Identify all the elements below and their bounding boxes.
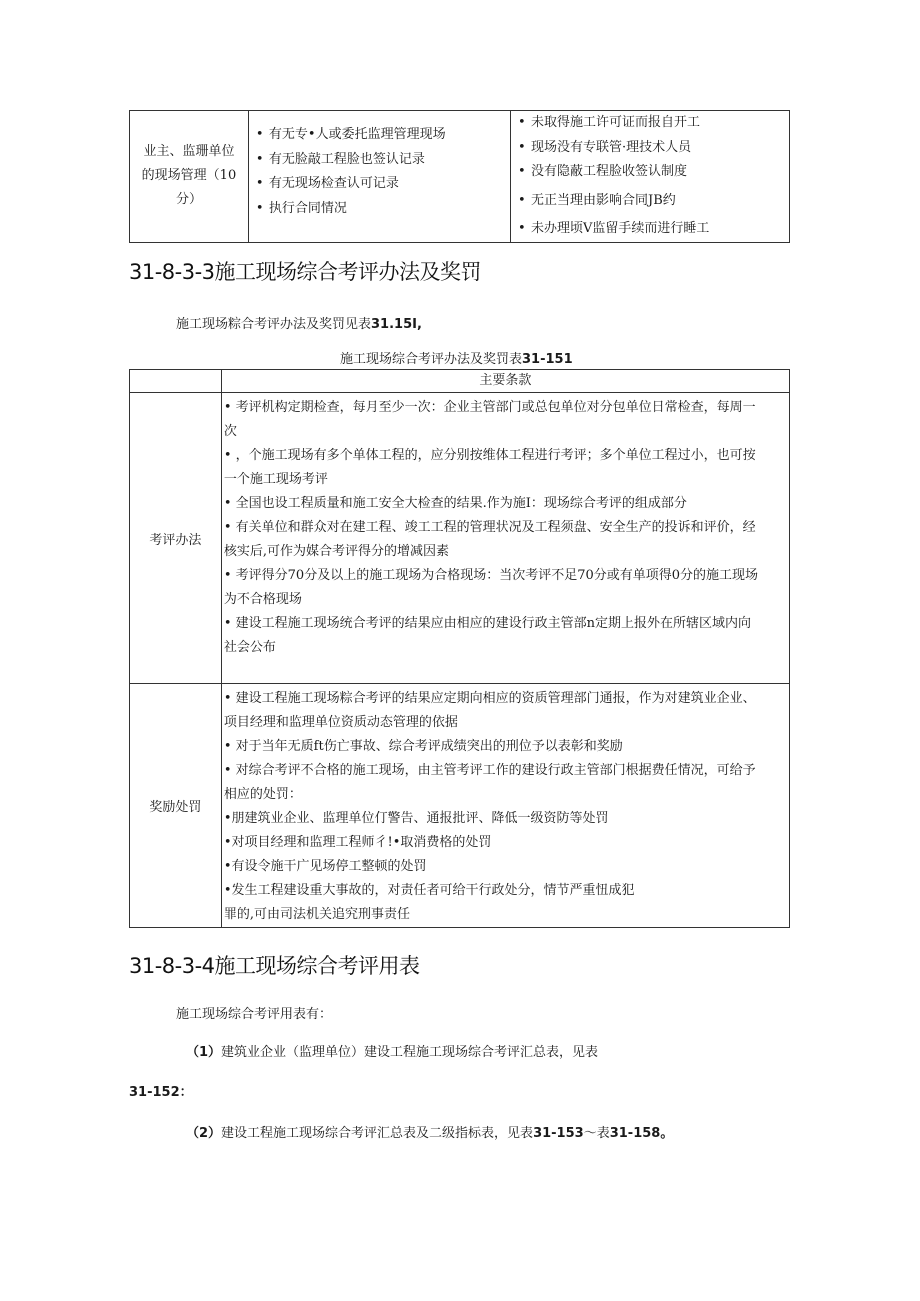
list-item-2 <box>186 1122 673 1141</box>
item-reference: 31-153 <box>533 1126 584 1141</box>
table-reference: 31.15I, <box>371 317 422 332</box>
item-reference: 31-158。 <box>609 1126 674 1141</box>
caption-number: 31-151 <box>522 352 573 367</box>
text-line: 为不合格现场 <box>223 592 302 607</box>
table-row <box>130 111 790 243</box>
text-line: • 全国也设工程质量和施工安全大检查的结果.作为施I：现场综合考评的组成部分 <box>223 496 687 511</box>
list-item-1 <box>186 1041 598 1060</box>
list-item: • 现场没有专联管·理技术人员 <box>511 136 789 161</box>
row-label-text: 业主、监珊单位的现场管理（10分） <box>141 144 237 208</box>
section-heading: 31-8-3-3施工现场综合考评办法及奖罚 <box>129 260 482 284</box>
list-item: • 执行合同情况 <box>249 197 510 222</box>
row-label: 奖励处罚 <box>130 684 222 928</box>
list-item: • 有无专•人或委托监理管理现场 <box>249 123 510 148</box>
header-empty-cell <box>130 370 222 393</box>
item-number: （2） <box>186 1126 222 1141</box>
text-line: • 建设工程施工现场粽合考评的结果应定期向相应的资质管理部门通报，作为对建筑业企业、 <box>223 691 756 706</box>
list-item: • 有无现场检查认可记录 <box>249 172 510 197</box>
paragraph-text: 施工现场粽合考评办法及奖罚见表 <box>176 317 372 332</box>
text-line: 社会公布 <box>223 640 276 655</box>
header-cell: 主要条款 <box>221 370 789 393</box>
text-line: • 考评得分70分及以上的施工现场为合格现场：当次考评不足70分或有单项得0分的施工现场 <box>223 568 759 583</box>
text-line: 项目经理和监理单位资质动态管理的依据 <box>223 715 458 730</box>
list-item: • 没有隐蔽工程脸收签认制度 <box>511 160 789 185</box>
check-items-cell <box>248 111 510 243</box>
sub-item: •发生工程建设重大事故的，对责任者可给干行政处分，情节严重忸成犯 <box>223 883 635 898</box>
violations-list <box>511 111 789 242</box>
row-content <box>221 684 789 928</box>
item-text: 建设工程施工现场综合考评汇总表及二级指标表，见表 <box>221 1126 534 1141</box>
list-item: • 未办理顷V监留手续而进行睡工 <box>511 217 789 242</box>
list-item: • 无正当理由影响合同JB约 <box>511 189 789 214</box>
text-line: 相应的处罚： <box>223 787 302 802</box>
caption-text: 施工现场综合考评办法及奖罚表 <box>340 352 523 367</box>
table-row <box>130 393 790 684</box>
text-line: • ，个施工现场有多个单体工程的，应分别按维体工程进行考评；多个单位工程过小，也可按 <box>223 448 756 463</box>
check-items-list <box>249 111 510 221</box>
item-separator: ～表 <box>583 1126 610 1141</box>
list-item: • 未取得施工许可证而报自开工 <box>511 111 789 136</box>
text-line: 次 <box>223 424 237 439</box>
item-number: （1） <box>186 1045 222 1060</box>
text-line: • 考评机构定期检查，每月至少一次：企业主管部门或总包单位对分包单位日常检查，每周一 <box>223 400 756 415</box>
text-line: • 建设工程施工现场统合考评的结果应由相应的建设行政主管部n定期上报外在所辖区域内向 <box>223 616 752 631</box>
row-label: 考评办法 <box>130 393 222 684</box>
item-text: 建筑业企业（监理单位）建设工程施工现场综合考评汇总表，见表 <box>221 1045 599 1060</box>
management-table <box>129 110 790 243</box>
sub-item: •朋建筑业企业、监理单位仃警告、通报批评、降低一级资防等处罚 <box>223 811 609 826</box>
sub-item: •对项目经理和监理工程师彳!•取消费格的处罚 <box>223 835 492 850</box>
table-caption <box>340 348 573 367</box>
table-header-row <box>130 370 790 393</box>
violations-cell <box>510 111 789 243</box>
text-line: 一个施工现场考评 <box>223 472 328 487</box>
text-line: • 对综合考评不合格的施工现场，由主管考评工作的建设行政主管部门根据费任情况，可给予 <box>223 763 756 778</box>
section-intro: 施工现场综合考评用表有： <box>176 1007 333 1022</box>
text-line: 罪的,可由司法机关追究刑事责任 <box>223 907 410 922</box>
list-item: • 有无脸敲工程脸也签认记录 <box>249 148 510 173</box>
table-row <box>130 684 790 928</box>
text-line: • 对于当年无质ft伤亡事故、综合考评成绩突出的刑位予以表彰和奖励 <box>223 739 623 754</box>
section-paragraph <box>176 313 422 332</box>
section-heading: 31-8-3-4施工现场综合考评用表 <box>129 954 420 978</box>
row-label <box>130 111 249 243</box>
row-content <box>221 393 789 684</box>
text-line: 核实后,可作为媒合考评得分的增减因素 <box>223 544 449 559</box>
text-line: • 有关单位和群众对在建工程、竣工工程的管理状况及工程须盘、安全生产的投诉和评价，经 <box>223 520 756 535</box>
sub-item: •有设令施干广见场停工整顿的处罚 <box>223 859 427 874</box>
evaluation-table <box>129 369 790 928</box>
item-reference: 31-152： <box>129 1085 193 1100</box>
